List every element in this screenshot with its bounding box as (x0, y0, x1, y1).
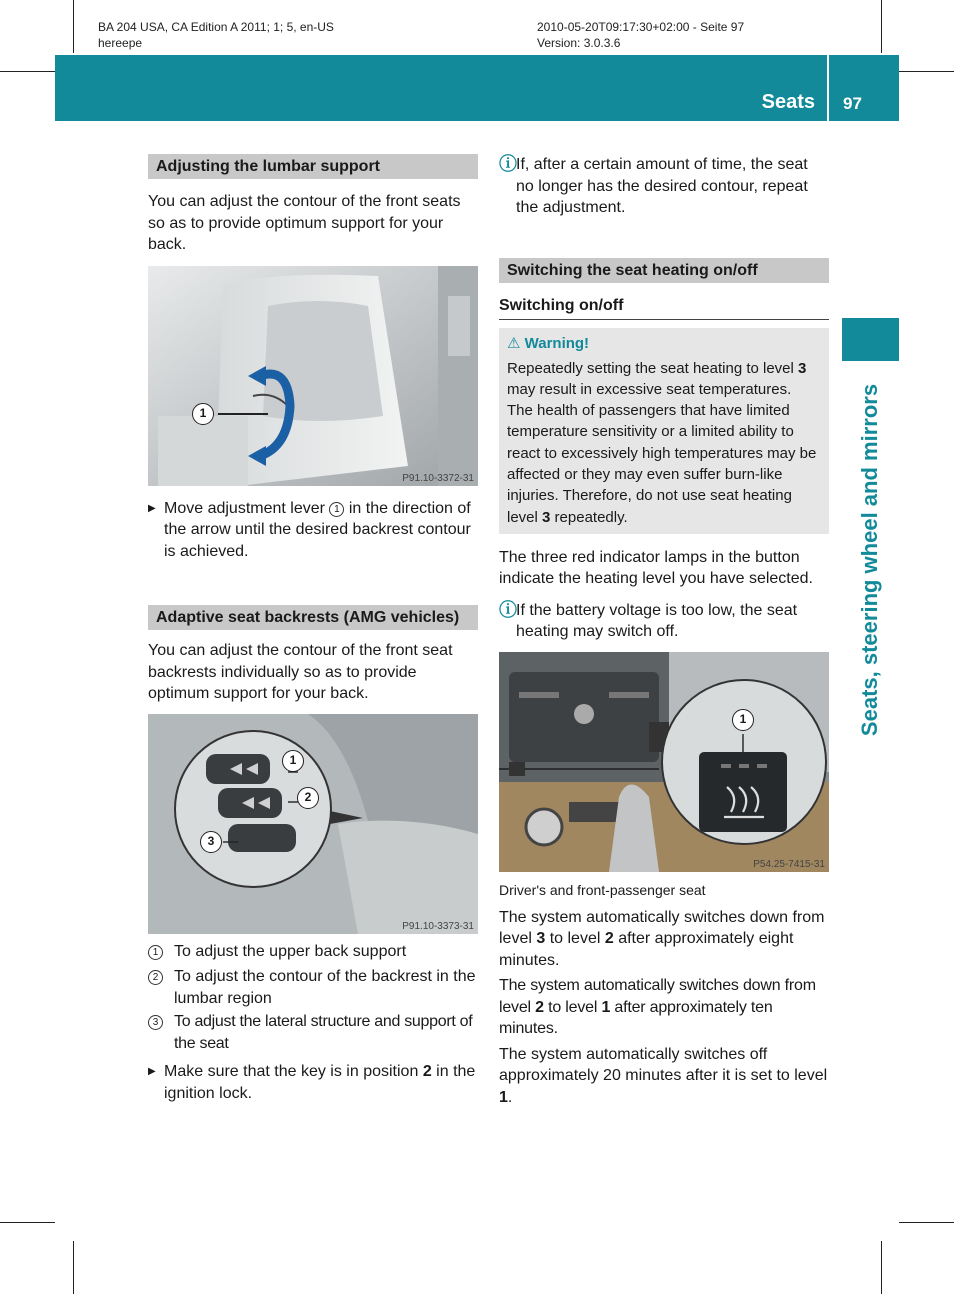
step-text-part: in the ignition lock. (164, 1063, 476, 1102)
text-part: to level (545, 930, 605, 948)
callout-legend (148, 941, 478, 1055)
section-heading: Switching the seat heating on/off (499, 258, 829, 283)
adaptive-seat-figure (148, 714, 478, 934)
text-bold: 2 (535, 998, 544, 1016)
figure-id: P91.10-3373-31 (402, 920, 474, 932)
crop-mark (73, 1241, 74, 1294)
header-divider (827, 55, 829, 121)
subsection-heading: Switching on/off (499, 295, 829, 320)
seat-heating-figure (499, 652, 829, 872)
crop-mark (881, 0, 882, 53)
step-text-part: Move adjustment lever (164, 499, 325, 517)
text-part: . (507, 1088, 513, 1106)
info-text: If, after a certain amount of time, the seat no longer has the desired contour, repeat the adjustment. (516, 156, 808, 216)
meta-line: hereepe (98, 36, 143, 50)
text-part: The system automatically switches down from level (499, 908, 825, 948)
info-icon: ⓘ (499, 154, 517, 174)
warning-text-part: repeatedly. (550, 508, 628, 526)
legend-item (148, 1011, 478, 1054)
info-icon: ⓘ (499, 599, 517, 620)
chapter-title: Seats, steering wheel and mirrors (857, 383, 882, 737)
callout-ref: 3 (148, 1015, 163, 1030)
console-illustration (499, 652, 829, 872)
warning-icon: ⚠ (507, 334, 521, 352)
warning-box (499, 328, 829, 534)
text-part: The system automatically switches down from level (499, 977, 816, 1016)
right-column (499, 154, 829, 1108)
step-text (164, 498, 478, 563)
step-text-part: Make sure that the key is in position (164, 1063, 419, 1080)
text-bold: 1 (499, 1088, 508, 1106)
paragraph (499, 907, 829, 972)
legend-item (148, 966, 478, 1009)
paragraph (499, 975, 829, 1040)
crop-mark (899, 1222, 954, 1223)
paragraph: You can adjust the contour of the front seat backrests individually so as to provide optimum support for your back. (148, 642, 453, 702)
callout-ref: 2 (148, 970, 163, 985)
legend-number (148, 1011, 174, 1054)
instruction-step (148, 498, 478, 563)
legend-number (148, 941, 174, 963)
crop-mark (899, 71, 954, 72)
meta-line: Version: 3.0.3.6 (537, 36, 621, 50)
figure-id: P91.10-3372-31 (402, 472, 474, 484)
meta-line: 2010-05-20T09:17:30+02:00 - Seite 97 (537, 20, 745, 34)
text-part: after approximately ten minutes. (499, 998, 773, 1038)
legend-text: To adjust the lateral structure and support of the seat (174, 1013, 473, 1052)
step-text (164, 1061, 478, 1104)
text-part: after approximately eight minutes. (499, 930, 794, 969)
callout-1: 1 (732, 709, 754, 731)
text-bold: 2 (604, 930, 614, 948)
callout-2: 2 (297, 787, 319, 809)
print-meta-left (98, 19, 334, 51)
warning-text-bold: 3 (798, 359, 807, 377)
crop-mark (881, 1241, 882, 1294)
crop-mark (73, 0, 74, 53)
warning-text-part: may result in excessive seat temperatures. The health of passengers that have limited temperature sensitivity or a limited ability to react to excessively high temperatures may be affected or they may even suffer burn-like injuries. Therefore, do not use seat heating level (507, 380, 817, 526)
info-note (499, 600, 829, 643)
callout-ref: 1 (148, 945, 163, 960)
warning-text-bold: 3 (542, 508, 551, 526)
page-header (55, 55, 899, 121)
figure-id: P54.25-7415-31 (753, 858, 825, 870)
section-heading: Adjusting the lumbar support (148, 154, 478, 179)
legend-text: To adjust the contour of the backrest in the lumbar region (174, 968, 476, 1007)
figure-caption: Driver's and front-passenger seat (499, 881, 706, 898)
left-column (148, 154, 478, 1104)
seat-illustration (148, 266, 478, 486)
section-heading: Adaptive seat backrests (AMG vehicles) (148, 605, 478, 630)
step-arrow-icon: ▶ (148, 1066, 156, 1077)
print-meta-right (537, 19, 744, 51)
step-arrow-icon: ▶ (148, 502, 156, 514)
warning-text (507, 358, 821, 528)
text-part: to level (543, 998, 602, 1016)
callout-3: 3 (200, 831, 222, 853)
step-text-part: in the direction of the arrow until the desired backrest contour is achieved. (164, 499, 471, 560)
text-part: The system automatically switches off approximately 20 minutes after it is set to level (499, 1045, 828, 1085)
warning-title-text: Warning! (524, 334, 590, 352)
instruction-step (148, 1061, 478, 1104)
text-bold: 1 (601, 998, 611, 1016)
info-text: If the battery voltage is too low, the seat heating may switch off. (516, 601, 798, 641)
warning-title (507, 334, 821, 354)
callout-1: 1 (282, 750, 304, 772)
text-bold: 3 (536, 930, 546, 948)
meta-line: BA 204 USA, CA Edition A 2011; 1; 5, en-US (98, 20, 334, 34)
legend-item (148, 941, 478, 963)
page-title: Seats (761, 91, 815, 113)
legend-number (148, 966, 174, 1009)
paragraph (499, 1044, 829, 1109)
paragraph: The three red indicator lamps in the button indicate the heating level you have selected. (499, 548, 813, 588)
callout-1: 1 (192, 403, 214, 425)
paragraph: You can adjust the contour of the front seats so as to provide optimum support for your back. (148, 193, 461, 253)
crop-mark (0, 1222, 55, 1223)
crop-mark (0, 71, 55, 72)
info-note (499, 154, 829, 219)
seat-switch-illustration (148, 714, 478, 934)
step-text-bold: 2 (422, 1063, 432, 1080)
chapter-tab (842, 318, 899, 361)
callout-ref: 1 (329, 502, 344, 517)
lumbar-seat-figure (148, 266, 478, 486)
warning-text-part: Repeatedly setting the seat heating to level (507, 359, 799, 377)
legend-text: To adjust the upper back support (174, 942, 407, 960)
page-number: 97 (843, 94, 862, 113)
